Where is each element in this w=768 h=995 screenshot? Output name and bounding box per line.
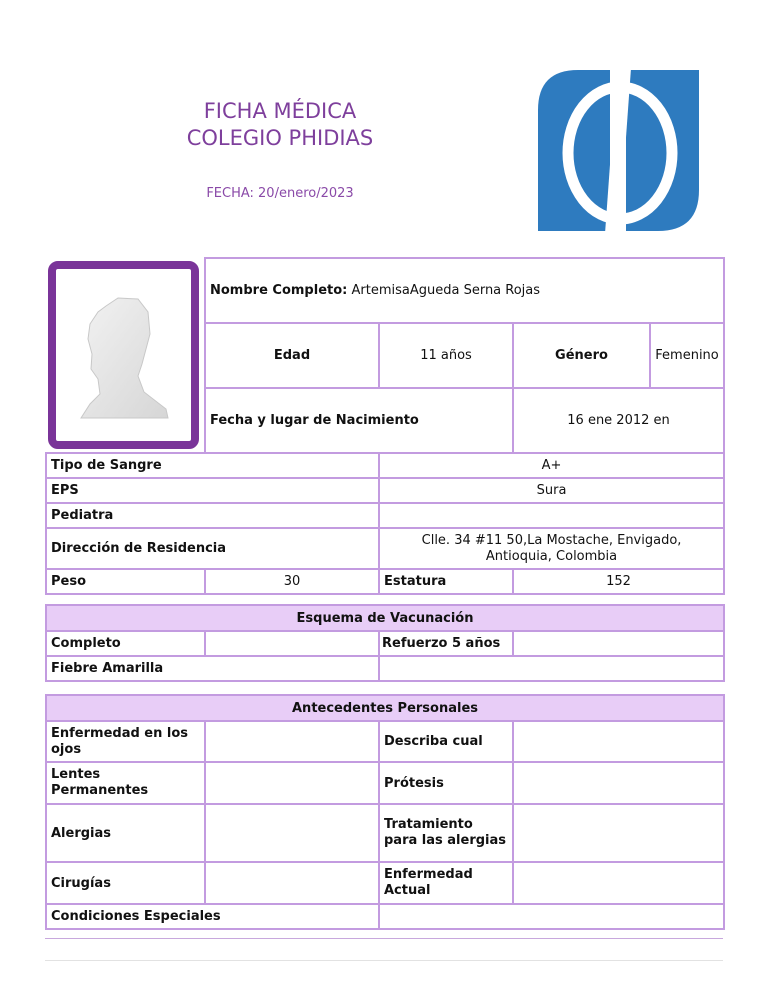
row-label: Enfermedad Actual xyxy=(379,862,513,904)
direccion-label: Dirección de Residencia xyxy=(46,528,379,569)
genero-value: Femenino xyxy=(650,323,724,388)
refuerzo-value xyxy=(513,631,724,656)
divider xyxy=(45,938,723,939)
edad-value: 11 años xyxy=(379,323,513,388)
row-label: Tratamiento para las alergias xyxy=(379,804,513,862)
completo-label: Completo xyxy=(46,631,205,656)
table-row xyxy=(46,762,724,804)
estatura-value: 152 xyxy=(513,569,724,594)
nombre-value: ArtemisaAgueda Serna Rojas xyxy=(351,283,541,298)
row-value xyxy=(205,804,379,862)
edad-label: Edad xyxy=(205,323,379,388)
row-label: Enfermedad en los ojos xyxy=(46,721,205,762)
student-photo xyxy=(48,261,199,449)
divider xyxy=(45,960,723,961)
sangre-label: Tipo de Sangre xyxy=(46,453,379,478)
direccion-line-2: Antioquia, Colombia xyxy=(485,548,618,564)
direccion-value xyxy=(379,528,724,569)
vacunacion-header: Esquema de Vacunación xyxy=(46,605,724,631)
genero-label: Género xyxy=(513,323,650,388)
row-label: Lentes Permanentes xyxy=(46,762,205,804)
nacimiento-label: Fecha y lugar de Nacimiento xyxy=(205,388,513,453)
title-line-2: COLEGIO PHIDIAS xyxy=(186,126,374,150)
nacimiento-value: 16 ene 2012 en xyxy=(513,388,724,453)
eps-value: Sura xyxy=(379,478,724,503)
row-value xyxy=(513,721,724,762)
row-label: Describa cual xyxy=(379,721,513,762)
document-title xyxy=(150,98,410,152)
eps-label: EPS xyxy=(46,478,379,503)
fiebre-value xyxy=(379,656,724,681)
row-value xyxy=(513,804,724,862)
direccion-line-1: Clle. 34 #11 50,La Mostache, Envigado, xyxy=(421,532,682,548)
antecedentes-header: Antecedentes Personales xyxy=(46,695,724,721)
nombre-label: Nombre Completo: xyxy=(210,283,348,298)
title-line-1: FICHA MÉDICA xyxy=(203,99,357,123)
row-label: Alergias xyxy=(46,804,205,862)
avatar-silhouette-icon xyxy=(76,294,171,424)
refuerzo-label: Refuerzo 5 años xyxy=(379,631,513,656)
antecedentes-table xyxy=(45,694,725,930)
pediatra-label: Pediatra xyxy=(46,503,379,528)
pediatra-value xyxy=(379,503,724,528)
condiciones-value xyxy=(379,904,724,929)
row-label: Cirugías xyxy=(46,862,205,904)
sangre-value: A+ xyxy=(379,453,724,478)
details-table xyxy=(45,452,725,595)
estatura-label: Estatura xyxy=(379,569,513,594)
completo-value xyxy=(205,631,379,656)
nombre-cell xyxy=(205,258,724,323)
row-value xyxy=(205,762,379,804)
table-row xyxy=(46,721,724,762)
row-value xyxy=(513,862,724,904)
table-row xyxy=(46,862,724,904)
table-row xyxy=(46,804,724,862)
personal-info-table xyxy=(204,257,725,454)
condiciones-label: Condiciones Especiales xyxy=(46,904,379,929)
row-value xyxy=(513,762,724,804)
document-date: FECHA: 20/enero/2023 xyxy=(206,186,354,201)
phidias-logo-icon xyxy=(538,70,699,231)
fiebre-label: Fiebre Amarilla xyxy=(46,656,379,681)
row-label: Prótesis xyxy=(379,762,513,804)
row-value xyxy=(205,862,379,904)
peso-value: 30 xyxy=(205,569,379,594)
row-value xyxy=(205,721,379,762)
vacunacion-table xyxy=(45,604,725,682)
peso-label: Peso xyxy=(46,569,205,594)
